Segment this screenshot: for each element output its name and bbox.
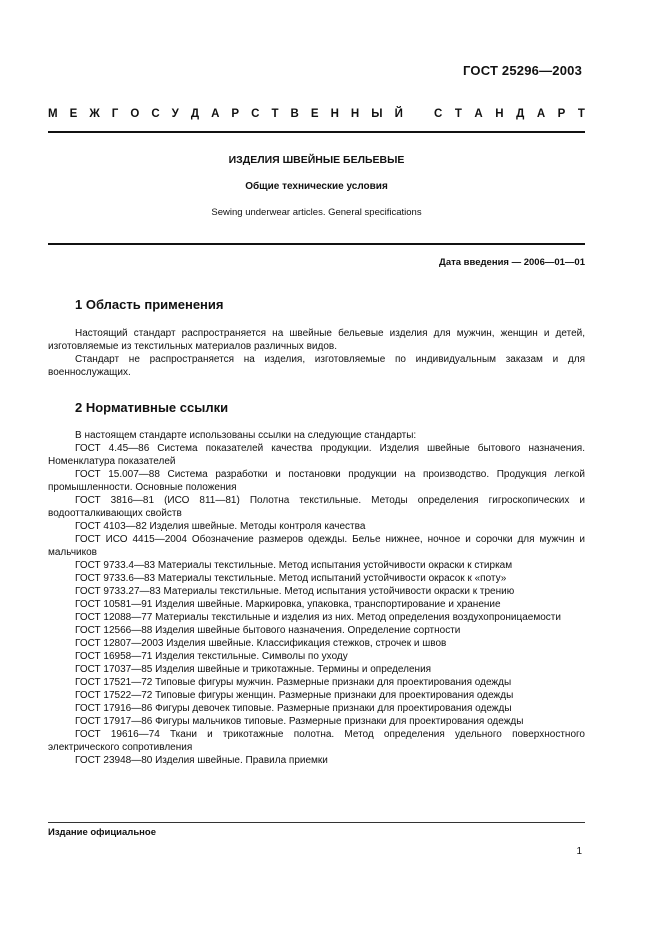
reference-item: ГОСТ 17521—72 Типовые фигуры мужчин. Размерные признаки для проектирования одежды [75,677,512,688]
heading-letter: Й [394,108,403,120]
reference-item: ГОСТ 9733.4—83 Материалы текстильные. Метод испытания устойчивости окраски к стиркам [75,560,513,571]
heading-letter: Т [271,108,279,120]
heading-letter: О [130,108,140,120]
document-title: ИЗДЕЛИЯ ШВЕЙНЫЕ БЕЛЬЕВЫЕ [228,154,405,166]
reference-item: ГОСТ ИСО 4415—2004 Обозначение размеров одежды. Белье нижнее, ночное и сорочки для мужчин и мальчиков [48,534,585,558]
heading-letter: С [434,108,443,120]
heading-letter: А [211,108,220,120]
document-subtitle: Общие технические условия [245,181,388,192]
heading-letter: С [251,108,260,120]
heading-letter: Д [190,108,200,120]
interstate-standard-heading [48,108,585,120]
introduction-date: Дата введения — 2006—01—01 [439,257,585,268]
standard-code: ГОСТ 25296—2003 [463,63,582,78]
paragraph: В настоящем стандарте использованы ссылки на следующие стандарты: [75,430,417,441]
interstate-word-2 [434,108,585,120]
reference-item: ГОСТ 10581—91 Изделия швейные. Маркировка, упаковка, транспортирование и хранение [75,599,501,610]
reference-item: ГОСТ 17916—86 Фигуры девочек типовые. Размерные признаки для проектирования одежды [75,703,512,714]
reference-item: ГОСТ 17037—85 Изделия швейные и трикотажные. Термины и определения [75,664,432,675]
heading-letter: Р [231,108,240,120]
section-2-body [48,429,585,767]
heading-letter: А [474,108,483,120]
heading-letter: Е [69,108,78,120]
heading-letter: Т [577,108,585,120]
official-edition-label: Издание официальное [48,827,156,838]
heading-letter: Д [516,108,525,120]
heading-letter: Ы [371,108,383,120]
heading-letter: А [536,108,546,120]
heading-letter: Н [350,108,360,120]
heading-letter: С [151,108,160,120]
reference-item: ГОСТ 15.007—88 Система разработки и постановки продукции на производство. Продукция легкой промышленности. Основные положения [48,469,585,493]
reference-item: ГОСТ 12807—2003 Изделия швейные. Классификация стежков, строчек и швов [75,638,447,649]
section-1-heading: 1 Область применения [75,297,224,312]
reference-item: ГОСТ 9733.27—83 Материалы текстильные. Метод испытания устойчивости окраски к трению [75,586,515,597]
paragraph: Настоящий стандарт распространяется на швейные бельевые изделия для мужчин, женщин и детей, изготовляемые из текстильных материалов различных видов. [48,328,585,352]
heading-letter: Н [495,108,504,120]
top-divider [48,131,585,133]
heading-letter: Р [557,108,566,120]
reference-item: ГОСТ 3816—81 (ИСО 811—81) Полотна текстильные. Методы определения гигроскопических и водоотталкивающих свойств [48,495,585,519]
reference-item: ГОСТ 19616—74 Ткани и трикотажные полотна. Метод определения удельного поверхностного электрического сопротивления [48,729,585,753]
reference-item: ГОСТ 23948—80 Изделия швейные. Правила приемки [75,755,328,766]
reference-item: ГОСТ 16958—71 Изделия текстильные. Символы по уходу [75,651,348,662]
section-2-heading: 2 Нормативные ссылки [75,400,229,415]
reference-item: ГОСТ 9733.6—83 Материалы текстильные. Метод испытаний устойчивости окрасок к «поту» [75,573,507,584]
heading-letter: Ж [89,108,100,120]
reference-item: ГОСТ 12088—77 Материалы текстильные и изделия из них. Метод определения воздухопроницаемости [75,612,561,623]
title-divider [48,243,585,245]
reference-item: ГОСТ 4103—82 Изделия швейные. Методы контроля качества [75,521,366,532]
heading-letter: У [171,108,179,120]
heading-letter: М [48,108,58,120]
reference-item: ГОСТ 17522—72 Типовые фигуры женщин. Размерные признаки для проектирования одежды [75,690,514,701]
heading-letter: Е [310,108,319,120]
section-1-body [48,327,585,379]
paragraph: Стандарт не распространяется на изделия, изготовляемые по индивидуальным заказам и для военнослужащих. [48,354,585,378]
heading-letter: Г [111,108,119,120]
heading-letter: Т [454,108,462,120]
reference-item: ГОСТ 12566—88 Изделия швейные бытового назначения. Определение сортности [75,625,461,636]
reference-item: ГОСТ 17917—86 Фигуры мальчиков типовые. Размерные признаки для проектирования одежды [75,716,524,727]
heading-letter: В [290,108,299,120]
english-title: Sewing underwear articles. General specifications [211,207,422,218]
reference-item: ГОСТ 4.45—86 Система показателей качества продукции. Изделия швейные бытового назначения. Номенклатура показателей [48,443,585,467]
page-number: 1 [576,846,582,857]
heading-letter: Н [330,108,339,120]
interstate-word-1 [48,108,403,120]
footer-divider [48,822,585,823]
